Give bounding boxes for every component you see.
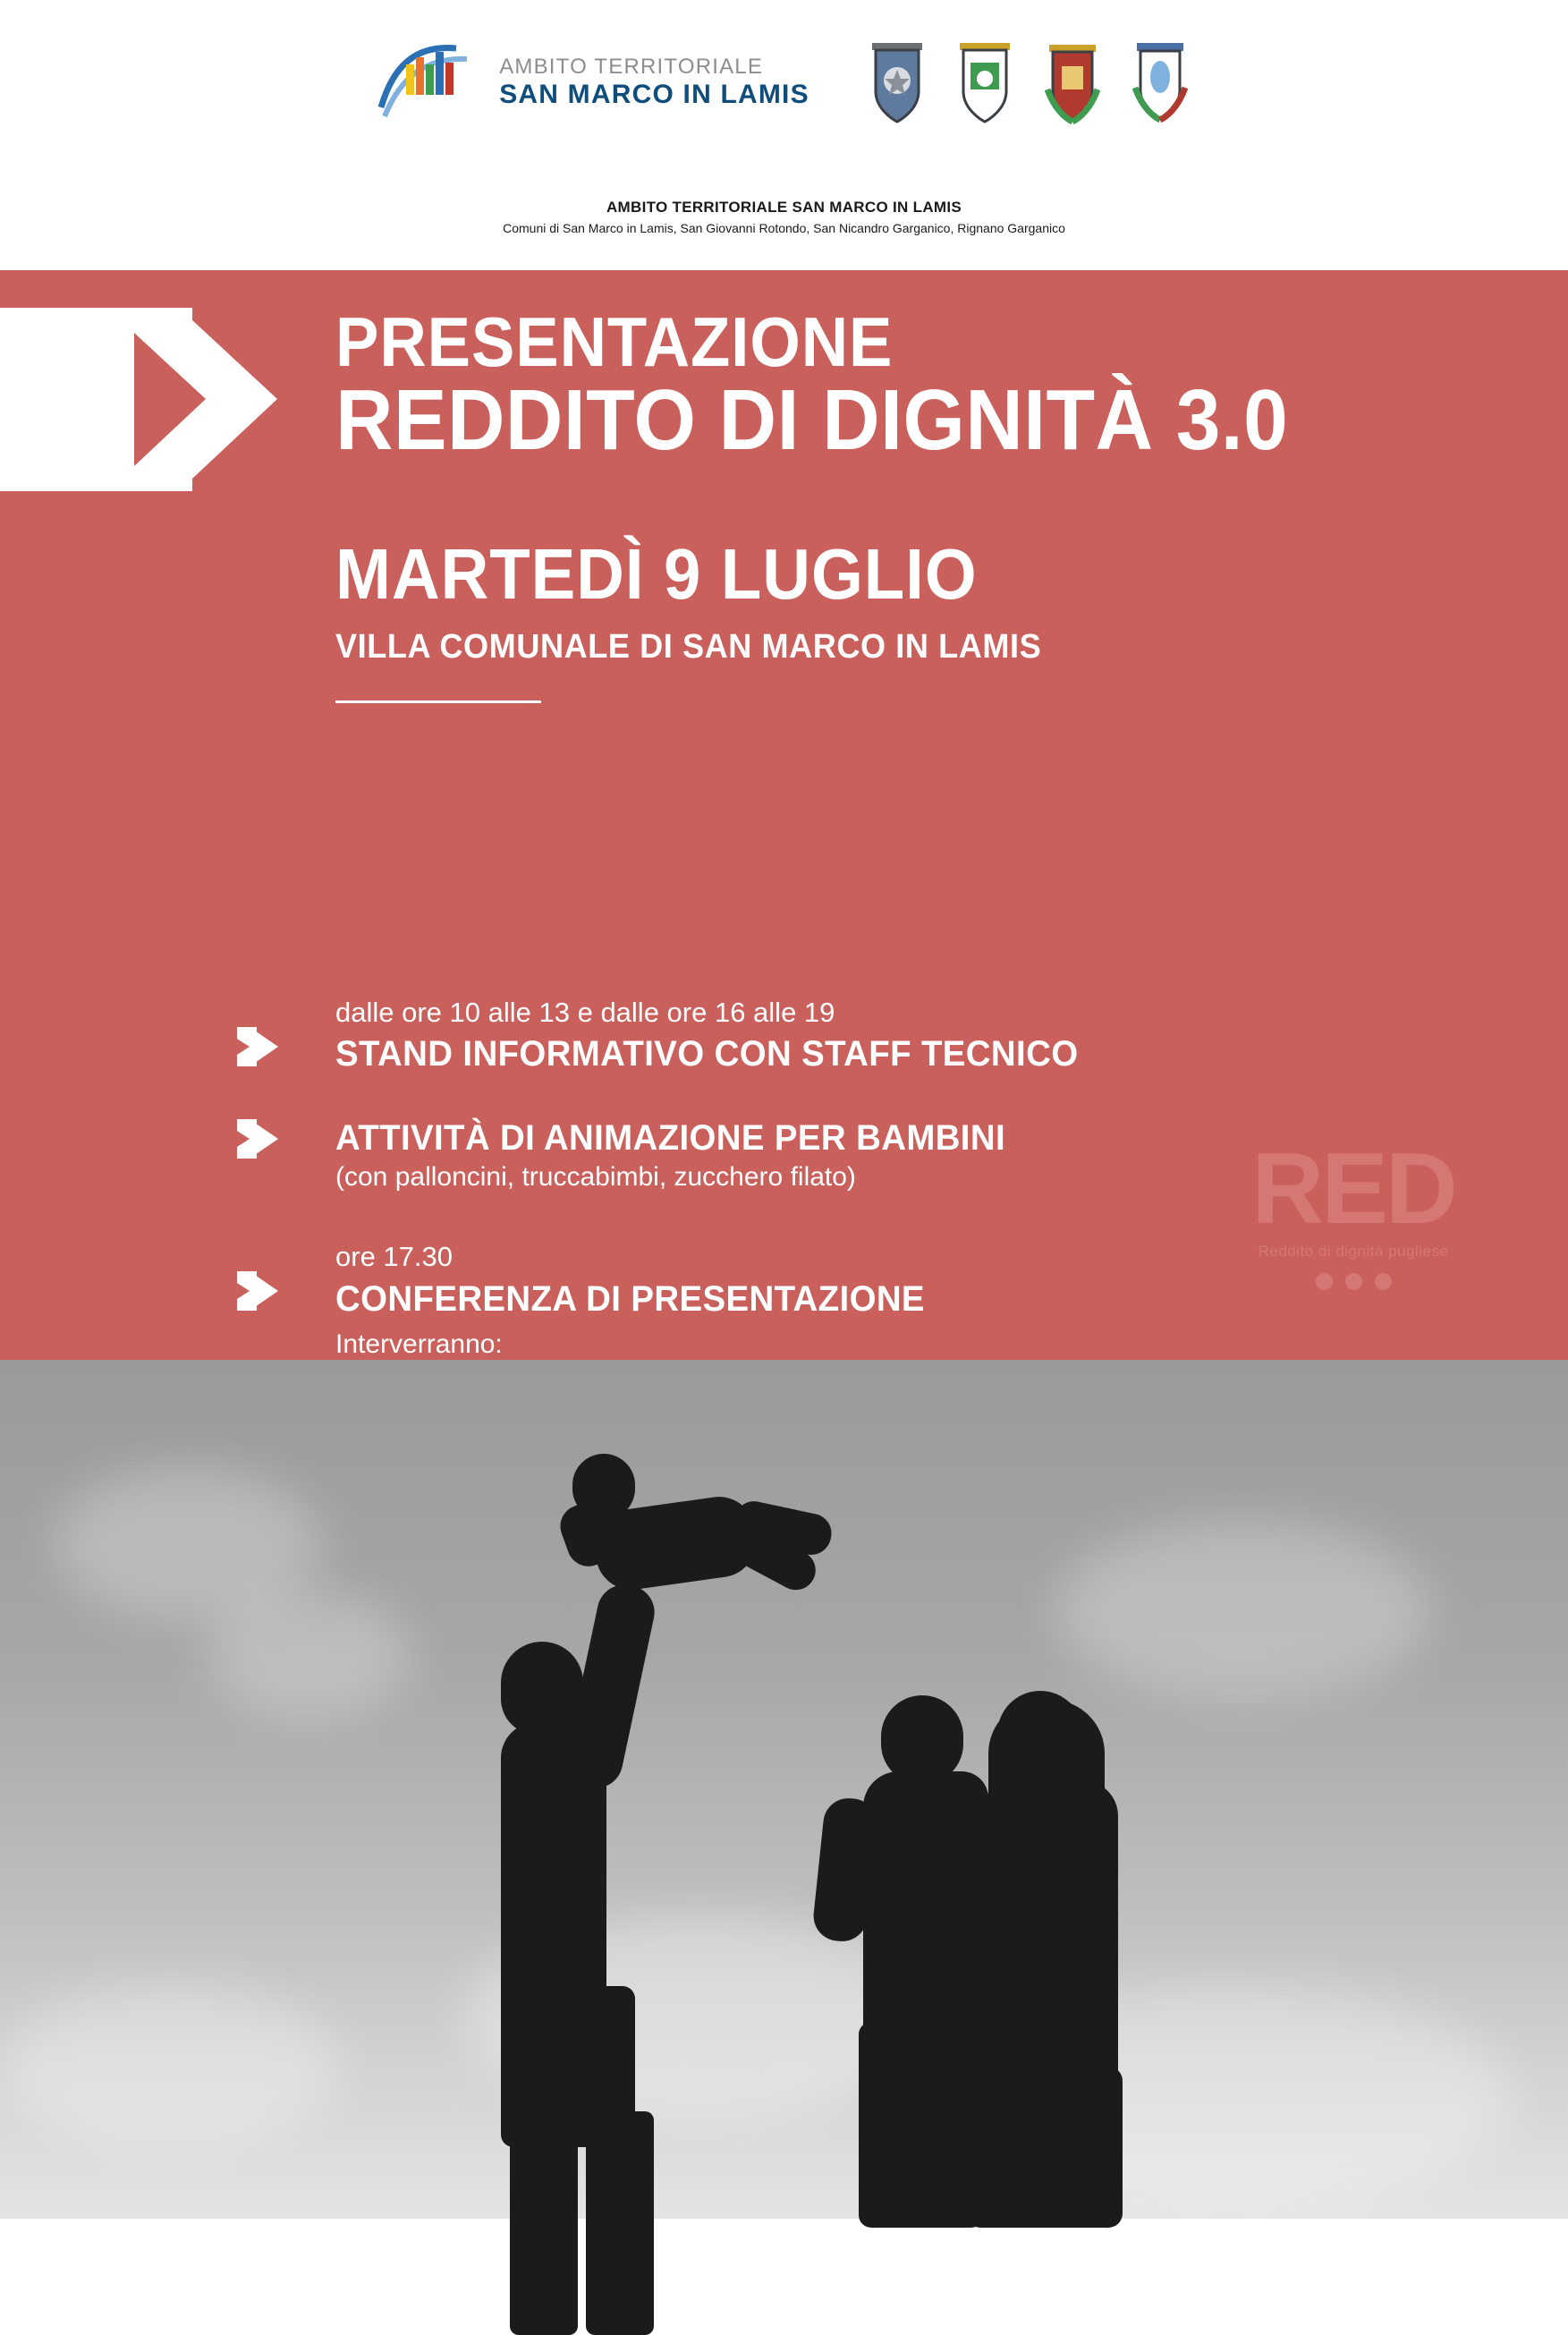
red-watermark-logo xyxy=(1219,1133,1487,1290)
program-heading: ATTIVITÀ DI ANIMAZIONE PER BAMBINI xyxy=(335,1118,1006,1159)
program-note: (con palloncini, truccabimbi, zucchero filato) xyxy=(335,1162,856,1193)
poster-venue: VILLA COMUNALE DI SAN MARCO IN LAMIS xyxy=(335,628,1042,667)
crest-san-giovanni-rotondo-icon xyxy=(951,36,1019,129)
father-silhouette xyxy=(501,1642,583,1735)
ambito-logo-line2: SAN MARCO IN LAMIS xyxy=(499,79,809,109)
poster-title-block xyxy=(335,302,1498,726)
crest-san-nicandro-garganico-icon xyxy=(1038,36,1106,129)
father-silhouette xyxy=(586,2111,654,2335)
father-silhouette xyxy=(501,1722,606,2017)
ambito-territoriale-logo xyxy=(374,38,809,127)
chevron-right-icon xyxy=(237,1119,292,1159)
poster-kicker: PRESENTAZIONE xyxy=(335,302,894,381)
held-child-silhouette xyxy=(863,1771,988,2040)
red-watermark-subtitle: Reddito di dignità pugliese xyxy=(1258,1243,1449,1260)
arrow-accent-icon xyxy=(0,308,295,491)
chevron-right-icon xyxy=(237,1027,292,1066)
red-watermark-dots xyxy=(1219,1273,1487,1290)
father-silhouette xyxy=(510,2111,578,2335)
program-heading: CONFERENZA DI PRESENTAZIONE xyxy=(335,1278,925,1319)
ambito-logo-line1: AMBITO TERRITORIALE xyxy=(499,54,764,79)
held-child-silhouette xyxy=(859,2022,984,2228)
speakers-intro: Interverranno: xyxy=(335,1329,503,1359)
crest-san-marco-in-lamis-icon xyxy=(863,36,931,129)
program-time: dalle ore 10 alle 13 e dalle ore 16 alle 19 xyxy=(335,997,835,1028)
cloud-shape xyxy=(1055,1521,1431,1700)
mother-silhouette xyxy=(966,2067,1123,2228)
poster-date: MARTEDÌ 9 LUGLIO xyxy=(335,534,978,615)
header-caption xyxy=(0,199,1568,235)
header-caption-subtitle: Comuni di San Marco in Lamis, San Giovanni Rotondo, San Nicandro Garganico, Rignano Garganico xyxy=(503,221,1065,235)
list-item xyxy=(335,995,1391,1074)
mother-silhouette xyxy=(975,1780,1118,2102)
municipal-crests xyxy=(863,36,1194,129)
mother-silhouette xyxy=(997,1691,1083,1787)
header-caption-title: AMBITO TERRITORIALE SAN MARCO IN LAMIS xyxy=(606,199,962,216)
page-title: REDDITO DI DIGNITÀ 3.0 xyxy=(335,372,1289,469)
family-silhouette-photo xyxy=(0,1360,1568,2219)
program-heading: STAND INFORMATIVO CON STAFF TECNICO xyxy=(335,1034,1079,1074)
ambito-logo-mark xyxy=(374,38,490,127)
program-time: ore 17.30 xyxy=(335,1241,453,1273)
poster-main-panel xyxy=(0,270,1568,1360)
chevron-right-icon xyxy=(237,1271,292,1311)
poster-header xyxy=(0,0,1568,270)
cloud-shape xyxy=(206,1592,411,1718)
title-divider xyxy=(335,700,541,703)
red-watermark-word: RED xyxy=(1251,1133,1455,1244)
cloud-shape xyxy=(0,1986,340,2147)
crest-rignano-garganico-icon xyxy=(1126,36,1194,129)
header-logos-row xyxy=(0,36,1568,129)
ambito-logo-text xyxy=(499,55,809,110)
